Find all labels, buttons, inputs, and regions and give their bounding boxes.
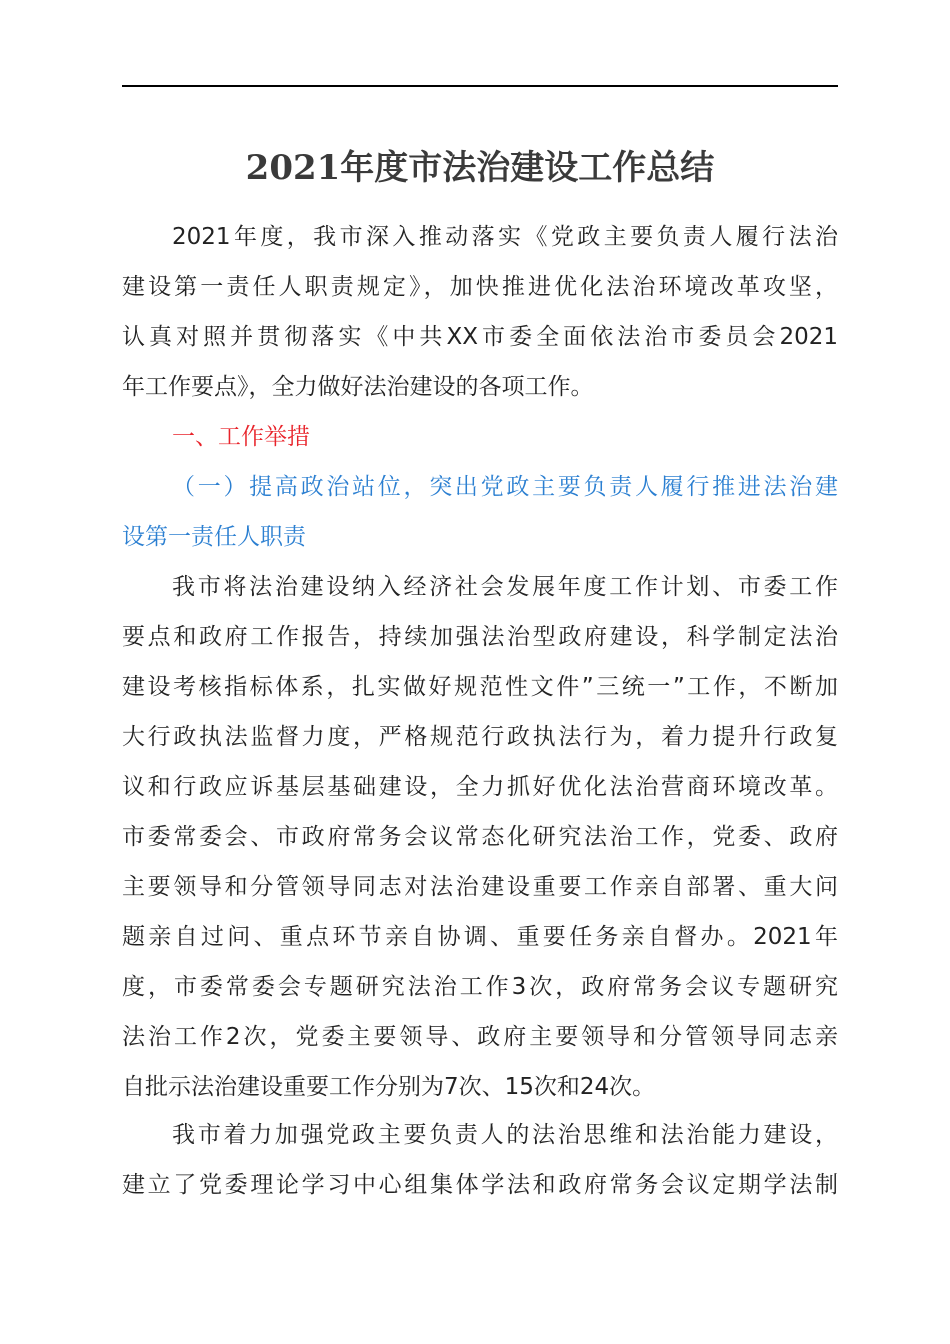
paragraph-line: 市委常委会、市政府常务会议常态化研究法治工作，党委、政府	[122, 824, 838, 850]
subsection-heading-line: 设第一责任人职责	[122, 524, 306, 550]
paragraph-line: 我市着力加强党政主要负责人的法治思维和法治能力建设，	[172, 1122, 838, 1148]
intro-paragraph	[122, 212, 838, 412]
subsection-heading-block	[122, 462, 838, 562]
paragraph-line: 题亲自过问、重点环节亲自协调、重要任务亲自督办。2021年	[122, 924, 838, 950]
paragraph-line: 度，市委常委会专题研究法治工作3次，政府常务会议专题研究	[122, 974, 838, 1000]
intro-line: 年工作要点》，全力做好法治建设的各项工作。	[122, 374, 594, 400]
paragraph-1	[122, 562, 838, 1112]
header-rule	[122, 85, 838, 87]
paragraph-line: 大行政执法监督力度，严格规范行政执法行为，着力提升行政复	[122, 724, 838, 750]
paragraph-line: 我市将法治建设纳入经济社会发展年度工作计划、市委工作	[172, 574, 838, 600]
section-heading-block	[122, 412, 838, 462]
section-heading: 一、工作举措	[172, 424, 310, 450]
paragraph-2	[122, 1110, 838, 1210]
paragraph-line: 法治工作2次，党委主要领导、政府主要领导和分管领导同志亲	[122, 1024, 838, 1050]
paragraph-line: 主要领导和分管领导同志对法治建设重要工作亲自部署、重大问	[122, 874, 838, 900]
paragraph-line: 要点和政府工作报告，持续加强法治型政府建设，科学制定法治	[122, 624, 838, 650]
paragraph-line: 建设考核指标体系，扎实做好规范性文件”三统一”工作，不断加	[122, 674, 838, 700]
intro-line: 认真对照并贯彻落实《中共XX市委全面依法治市委员会2021	[122, 324, 838, 350]
paragraph-line: 自批示法治建设重要工作分别为7次、15次和24次。	[122, 1074, 656, 1100]
subsection-heading-line: （一）提高政治站位，突出党政主要负责人履行推进法治建	[172, 474, 838, 500]
intro-line: 2021年度，我市深入推动落实《党政主要负责人履行法治	[172, 224, 838, 250]
paragraph-line: 议和行政应诉基层基础建设，全力抓好优化法治营商环境改革。	[122, 774, 838, 800]
document-title: 2021年度市法治建设工作总结	[245, 148, 715, 188]
intro-line: 建设第一责任人职责规定》，加快推进优化法治环境改革攻坚，	[122, 274, 838, 300]
paragraph-line: 建立了党委理论学习中心组集体学法和政府常务会议定期学法制	[122, 1172, 838, 1198]
